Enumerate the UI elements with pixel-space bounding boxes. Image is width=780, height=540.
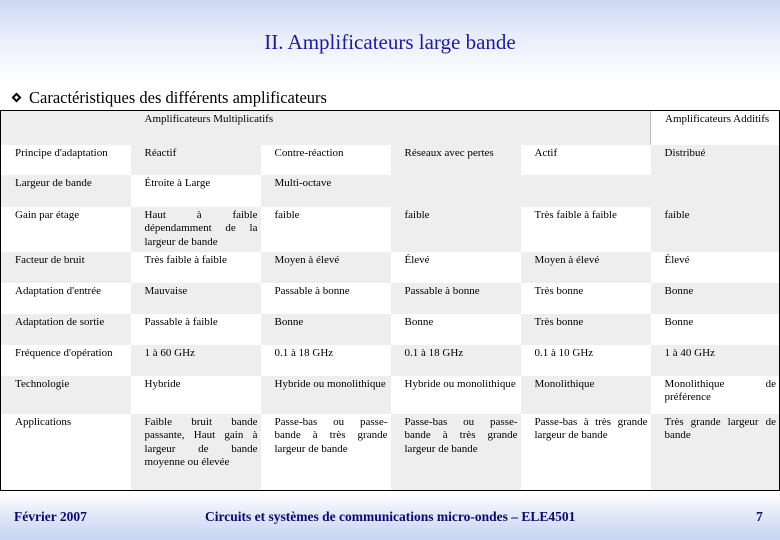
table-cell: 0.1 à 18 GHz: [261, 345, 391, 376]
header-multiplicatifs: Amplificateurs Multiplicatifs: [131, 111, 651, 145]
table-cell: Moyen à élevé: [521, 252, 651, 283]
table-cell: 0.1 à 18 GHz: [391, 345, 521, 376]
table-row: [1, 314, 780, 345]
table-row: [1, 283, 780, 314]
table-cell: Très bonne: [521, 283, 651, 314]
row-label: Adaptation de sortie: [1, 314, 131, 345]
table-corner-cell: [1, 111, 131, 145]
table-cell: Passable à bonne: [261, 283, 391, 314]
table-cell: Hybride ou monolithique: [391, 376, 521, 414]
footer-course-title: Circuits et systèmes de communications micro-ondes – ELE4501: [205, 509, 576, 524]
table-cell: Passe-bas à très grande largeur de bande: [521, 414, 651, 491]
table-cell: Réseaux avec pertes: [391, 145, 521, 175]
table-cell: 0.1 à 10 GHz: [521, 345, 651, 376]
row-label: Applications: [1, 414, 131, 491]
table-cell: Passable à bonne: [391, 283, 521, 314]
table-cell: Mauvaise: [131, 283, 261, 314]
table-cell: Très grande largeur de bande: [651, 414, 780, 491]
table-cell: Faible bruit bande passante, Haut gain à largeur de bande moyenne ou élevée: [131, 414, 261, 491]
table-cell: Très faible à faible: [131, 252, 261, 283]
row-label: Fréquence d'opération: [1, 345, 131, 376]
footer-page-number: 7: [756, 509, 763, 524]
table-cell: 1 à 60 GHz: [131, 345, 261, 376]
table-cell: Étroite à Large: [131, 175, 261, 207]
slide-title: II. Amplificateurs large bande: [264, 30, 516, 54]
table-cell: Bonne: [651, 283, 780, 314]
row-label: Facteur de bruit: [1, 252, 131, 283]
table-cell: Passable à faible: [131, 314, 261, 345]
table-cell: Bonne: [261, 314, 391, 345]
table-cell-multi-octave: Multi-octave: [261, 175, 780, 207]
table-row: [1, 207, 780, 252]
footer-date: Février 2007: [14, 509, 87, 524]
table-cell: Passe-bas ou passe-bande à très grande largeur de bande: [261, 414, 391, 491]
table-cell: Hybride ou monolithique: [261, 376, 391, 414]
section-heading: [10, 88, 327, 108]
table-row: [1, 345, 780, 376]
table-cell: Élevé: [651, 252, 780, 283]
table-cell: Monolithique: [521, 376, 651, 414]
table-row: [1, 414, 780, 491]
table-cell: Élevé: [391, 252, 521, 283]
table-cell: faible: [651, 207, 780, 252]
header-additifs: Amplificateurs Additifs: [651, 111, 780, 145]
row-label: Gain par étage: [1, 207, 131, 252]
row-label: Largeur de bande: [1, 175, 131, 207]
table-cell: Réactif: [131, 145, 261, 175]
table-row: [1, 145, 780, 175]
table-cell: Actif: [521, 145, 651, 175]
table-cell: Bonne: [651, 314, 780, 345]
table-cell: Distribué: [651, 145, 780, 175]
table-cell: Moyen à élevé: [261, 252, 391, 283]
row-label: Adaptation d'entrée: [1, 283, 131, 314]
table-cell: Haut à faible dépendamment de la largeur de bande: [131, 207, 261, 252]
diamond-bullet-icon: [10, 91, 23, 104]
table-cell: Bonne: [391, 314, 521, 345]
section-heading-text: Caractéristiques des différents amplificateurs: [29, 88, 327, 107]
table-cell: faible: [261, 207, 391, 252]
table-row: [1, 252, 780, 283]
row-label: Technologie: [1, 376, 131, 414]
table-cell: Monolithique de préférence: [651, 376, 780, 414]
table-cell: Très faible à faible: [521, 207, 651, 252]
amplifier-comparison-table: [0, 110, 780, 491]
table-cell: Contre-réaction: [261, 145, 391, 175]
table-cell: Très bonne: [521, 314, 651, 345]
table-cell: faible: [391, 207, 521, 252]
table-row: [1, 376, 780, 414]
table-row: [1, 175, 780, 207]
row-label: Principe d'adaptation: [1, 145, 131, 175]
table-header-row: [1, 111, 780, 145]
table-cell: Hybride: [131, 376, 261, 414]
table-cell: Passe-bas ou passe-bande à très grande largeur de bande: [391, 414, 521, 491]
table-cell: 1 à 40 GHz: [651, 345, 780, 376]
